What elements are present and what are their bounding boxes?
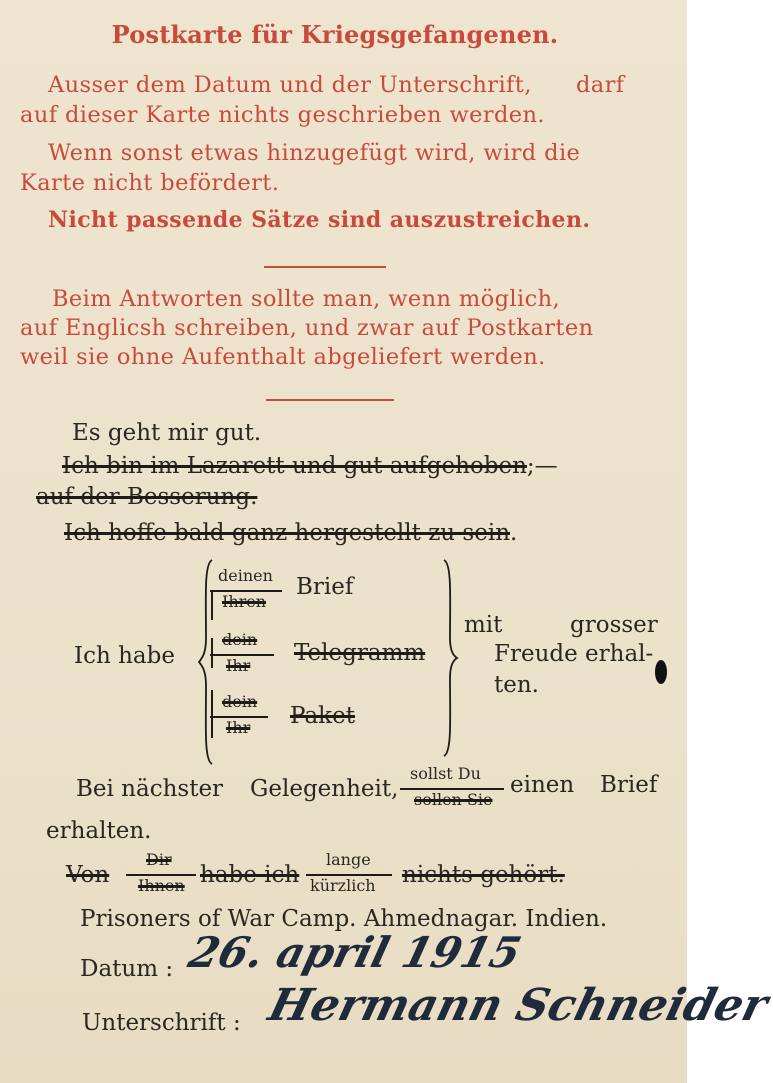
tick-1: [211, 590, 213, 620]
text-brief-2: Brief: [600, 772, 658, 798]
right-brace: [442, 558, 458, 758]
answer-line-3: weil sie ohne Aufenthalt abgeliefert werden.: [20, 344, 546, 370]
option-ihren: Ihren: [222, 592, 267, 611]
option-ihr-1: Ihr: [226, 656, 251, 675]
option-dein-2: dein: [222, 692, 258, 711]
answer-line-2: auf Englicsh schreiben, und zwar auf Postkarten: [20, 315, 594, 341]
sentence-hoffe-tail: .: [510, 520, 518, 546]
sentence-besserung: auf der Besserung.: [36, 484, 258, 510]
card-title: Postkarte für Kriegsgefangenen.: [111, 20, 559, 49]
option-ihnen: Ihnen: [138, 876, 185, 895]
sentence-hoffe-text: Ich hoffe bald ganz hergestellt zu sein: [64, 520, 511, 546]
divider-1: [264, 266, 386, 268]
rule-3-text: Wenn sonst etwas hinzugefügt wird, wird die: [48, 140, 581, 166]
option-kuerzlich: kürzlich: [310, 876, 376, 895]
option-deinen: deinen: [218, 566, 273, 585]
divider-2: [266, 399, 394, 401]
sentence-lazarett-tail: ;—: [526, 453, 558, 479]
rule-1-tail: darf: [576, 72, 625, 98]
option-lange: lange: [326, 850, 371, 869]
sentence-es-geht: Es geht mir gut.: [72, 420, 262, 446]
sentence-hoffe: [64, 520, 517, 546]
answer-line-1: Beim Antworten sollte man, wenn möglich,: [52, 286, 561, 312]
text-einen: einen: [510, 772, 575, 798]
signature-handwritten: Hermann Schneider: [263, 980, 773, 1031]
text-gelegenheit: Gelegenheit,: [250, 776, 399, 802]
text-von: Von: [66, 862, 110, 888]
text-freude: Freude erhal-: [494, 641, 654, 667]
option-ihr-2: Ihr: [226, 718, 251, 737]
text-bei-naechster: Bei nächster: [76, 776, 224, 802]
datum-label: Datum :: [80, 956, 174, 982]
rule-1-text: Ausser dem Datum und der Unterschrift,: [48, 72, 532, 98]
rule-4-text: Karte nicht befördert.: [20, 170, 280, 196]
camp-line: Prisoners of War Camp. Ahmednagar. Indien.: [80, 906, 608, 932]
rule-5-text: Nicht passende Sätze sind auszustreichen.: [48, 207, 591, 233]
text-nichts-gehoert: nichts gehört.: [402, 862, 565, 888]
tick-2: [211, 638, 213, 668]
text-ten: ten.: [494, 672, 539, 698]
datum-handwritten: 26. april 1915: [183, 928, 526, 977]
ich-habe-label: Ich habe: [74, 643, 175, 669]
sentence-lazarett: [62, 453, 558, 479]
tick-3: [211, 690, 213, 738]
option-sollst-du: sollst Du: [410, 764, 481, 783]
option-sollen-sie: sollen Sie: [414, 790, 493, 809]
unterschrift-label: Unterschrift :: [82, 1010, 241, 1036]
option-telegramm: Telegramm: [294, 640, 426, 666]
text-erhalten: erhalten.: [46, 818, 152, 844]
option-dir: Dir: [146, 850, 172, 869]
ink-blot: [655, 660, 667, 684]
rule-2-text: auf dieser Karte nichts geschrieben werden.: [20, 102, 545, 128]
sentence-lazarett-text: Ich bin im Lazarett und gut aufgehoben: [62, 453, 527, 479]
text-grosser: grosser: [570, 612, 658, 638]
option-paket: Paket: [290, 703, 355, 729]
option-dein-1: dein: [222, 630, 258, 649]
option-brief: Brief: [296, 574, 354, 600]
text-habe-ich: habe ich: [200, 862, 300, 888]
text-mit: mit: [464, 612, 503, 638]
